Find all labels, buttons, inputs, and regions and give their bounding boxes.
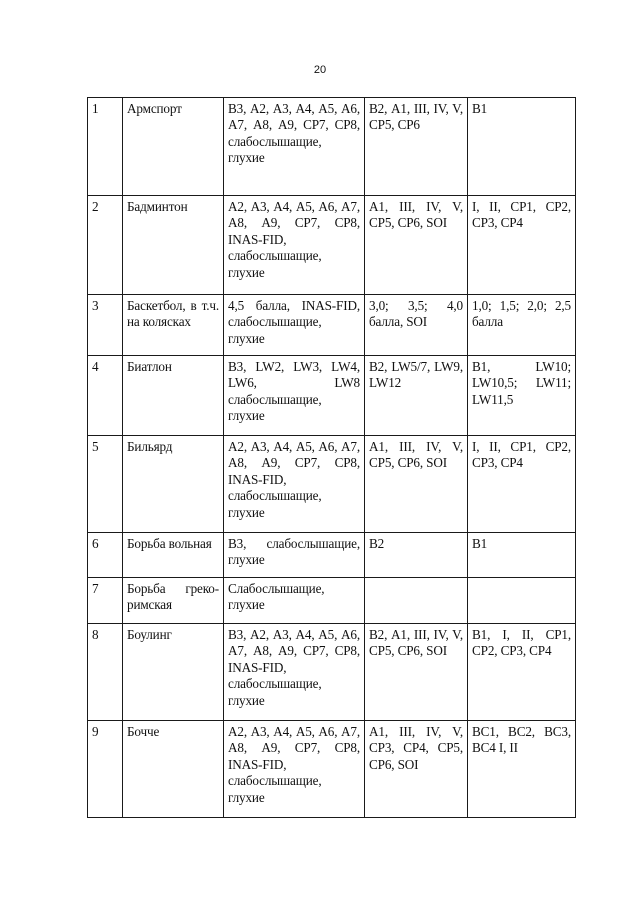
class-group-3: В1: [468, 98, 576, 196]
class-group-2: 3,0; 3,5; 4,0 балла, SOI: [365, 295, 468, 356]
row-number: 8: [88, 624, 123, 721]
class-group-3: [468, 578, 576, 624]
sport-classification-table: [87, 97, 576, 818]
class-group-2: А1, III, IV, V, СР5, СР6, SOI: [365, 196, 468, 295]
sport-name: Бильярд: [123, 436, 224, 533]
sport-name: Баскетбол, в т.ч. на колясках: [123, 295, 224, 356]
class-group-2: [365, 578, 468, 624]
table-row: [88, 533, 576, 578]
sport-name: Борьба греко-римская: [123, 578, 224, 624]
class-group-3: I, II, СР1, СР2, СР3, СР4: [468, 196, 576, 295]
sport-name: Бадминтон: [123, 196, 224, 295]
class-group-1: А2, А3, А4, А5, А6, А7, А8, А9, СР7, СР8, INAS-FID, слабослышащие, глухие: [224, 436, 365, 533]
table-row: [88, 98, 576, 196]
class-group-2: В2, А1, III, IV, V, СР5, СР6, SOI: [365, 624, 468, 721]
class-group-1: 4,5 балла, INAS-FID, слабослышащие, глухие: [224, 295, 365, 356]
class-group-3: I, II, СР1, СР2, СР3, СР4: [468, 436, 576, 533]
page-number: 20: [313, 64, 327, 76]
class-group-2: А1, III, IV, V, СР5, СР6, SOI: [365, 436, 468, 533]
class-group-3: ВС1, ВС2, ВС3, ВС4 I, II: [468, 721, 576, 818]
class-group-2: В2, А1, III, IV, V, СР5, СР6: [365, 98, 468, 196]
class-group-1: А2, А3, А4, А5, А6, А7, А8, А9, СР7, СР8, INAS-FID, слабослышащие, глухие: [224, 196, 365, 295]
class-group-3: В1, I, II, СР1, СР2, СР3, СР4: [468, 624, 576, 721]
class-group-2: А1, III, IV, V, СР3, СР4, СР5, СР6, SOI: [365, 721, 468, 818]
table-row: [88, 578, 576, 624]
class-group-1: В3, LW2, LW3, LW4, LW6, LW8 слабослышащие, глухие: [224, 356, 365, 436]
sport-name: Борьба вольная: [123, 533, 224, 578]
row-number: 1: [88, 98, 123, 196]
table-row: [88, 196, 576, 295]
class-group-1: В3, А2, А3, А4, А5, А6, А7, А8, А9, СР7, СР8, INAS-FID, слабослышащие, глухие: [224, 624, 365, 721]
class-group-3: В1: [468, 533, 576, 578]
table-row: [88, 295, 576, 356]
row-number: 5: [88, 436, 123, 533]
row-number: 2: [88, 196, 123, 295]
row-number: 4: [88, 356, 123, 436]
class-group-3: В1, LW10; LW10,5; LW11; LW11,5: [468, 356, 576, 436]
sport-name: Боулинг: [123, 624, 224, 721]
class-group-1: В3, слабослышащие, глухие: [224, 533, 365, 578]
table-row: [88, 721, 576, 818]
class-group-2: В2: [365, 533, 468, 578]
class-group-1: А2, А3, А4, А5, А6, А7, А8, А9, СР7, СР8, INAS-FID, слабослышащие, глухие: [224, 721, 365, 818]
row-number: 3: [88, 295, 123, 356]
class-group-1: Слабослышащие, глухие: [224, 578, 365, 624]
table-row: [88, 436, 576, 533]
sport-name: Бочче: [123, 721, 224, 818]
table-row: [88, 624, 576, 721]
sport-name: Биатлон: [123, 356, 224, 436]
table-row: [88, 356, 576, 436]
class-group-3: 1,0; 1,5; 2,0; 2,5 балла: [468, 295, 576, 356]
row-number: 7: [88, 578, 123, 624]
sport-name: Армспорт: [123, 98, 224, 196]
class-group-1: В3, А2, А3, А4, А5, А6, А7, А8, А9, СР7, СР8, слабослышащие, глухие: [224, 98, 365, 196]
class-group-2: В2, LW5/7, LW9, LW12: [365, 356, 468, 436]
row-number: 6: [88, 533, 123, 578]
row-number: 9: [88, 721, 123, 818]
